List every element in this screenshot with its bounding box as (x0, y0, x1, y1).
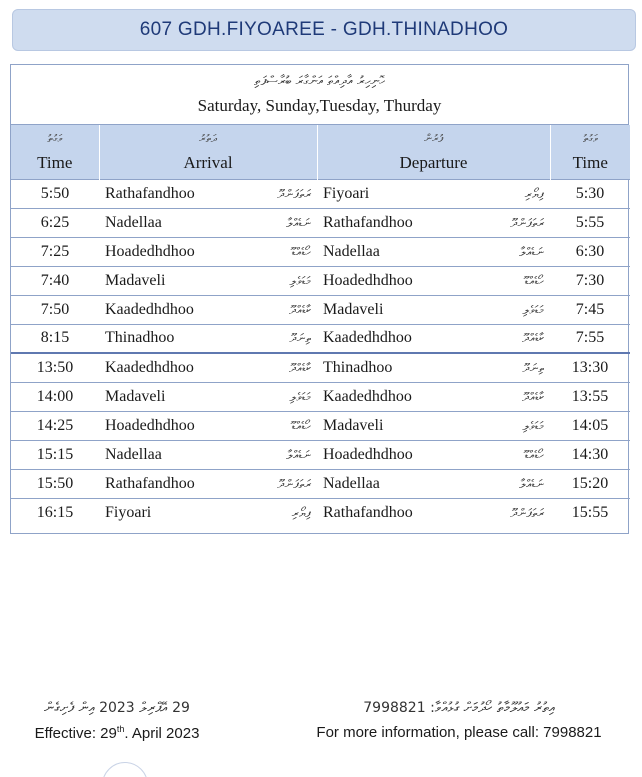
arrival-place: Hoadedhdhoo ހޯޑެއްޑޫ (105, 242, 311, 260)
operating-days (11, 65, 628, 125)
arrival-time: 15:50 (36, 474, 74, 492)
departure-time: 13:30 (571, 358, 609, 376)
decorative-circle (102, 762, 148, 777)
departure-place: Rathafandhoo ރަތަފަންދޫ (323, 213, 544, 231)
route-title: 607 GDH.FIYOAREE - GDH.THINADHOO (139, 19, 509, 40)
arrival-time: 16:15 (36, 503, 74, 521)
table-row (11, 208, 630, 237)
arrival-time: 7:40 (40, 271, 70, 289)
departure-place: Hoadedhdhoo ހޯޑެއްޑޫ (323, 271, 544, 289)
table-row (11, 353, 630, 382)
operating-days-dhivehi: ހޮނިހިރު އާދިއްތަ އަންގާރަ ބުރާސްފަތި (254, 74, 385, 89)
arrival-time: 7:25 (40, 242, 70, 260)
effective-date-dhivehi: 29 އޭޕްރިލް 2023 އިން ފެށިގެން (44, 700, 190, 716)
departure-time: 15:20 (571, 474, 609, 492)
table-row (11, 411, 630, 440)
arrival-time: 14:00 (36, 387, 74, 405)
departure-place: Madaveli މަޑަވެލި (323, 416, 544, 434)
departure-time: 6:30 (575, 242, 605, 260)
arrival-time: 6:25 (40, 213, 70, 231)
departure-time: 15:55 (571, 503, 609, 521)
departure-place: Kaadedhdhoo ކާޑެއްދޫ (323, 387, 544, 405)
arrival-place: Nadellaa ނަޑެއްލާ (105, 213, 311, 231)
arrival-time: 7:50 (40, 300, 70, 318)
arrival-place: Thinadhoo ތިނަދޫ (105, 329, 311, 347)
arrival-time: 13:50 (36, 358, 74, 376)
departure-time: 7:30 (575, 271, 605, 289)
arrival-place: Hoadedhdhoo ހޯޑެއްޑޫ (105, 416, 311, 434)
header-departure-time: ވަގުތު Time (550, 125, 630, 179)
table-row (11, 266, 630, 295)
departure-time: 5:30 (575, 184, 605, 202)
departure-place: Nadellaa ނަޑެއްލާ (323, 474, 544, 492)
effective-date-english: Effective: 29th. April 2023 (34, 724, 200, 742)
arrival-time: 15:15 (36, 445, 74, 463)
table-row (11, 382, 630, 411)
arrival-time: 14:25 (36, 416, 74, 434)
contact-info-dhivehi: އިތުރު މައުލޫމާތު ހޯދުމަށް ގުޅުއްވާ: 7998821 (363, 700, 555, 716)
header-departure: ފުރުން Departure (317, 125, 550, 179)
arrival-place: Fiyoari ފިޔޯރި (105, 503, 311, 521)
arrival-place: Madaveli މަޑަވެލި (105, 271, 311, 289)
departure-place: Hoadedhdhoo ހޯޑެއްޑޫ (323, 445, 544, 463)
departure-time: 7:45 (575, 300, 605, 318)
departure-time: 13:55 (571, 387, 609, 405)
arrival-place: Kaadedhdhoo ކާޑެއްދޫ (105, 300, 311, 318)
table-row (11, 237, 630, 266)
schedule-panel (10, 64, 629, 534)
route-title-bar (12, 9, 636, 51)
contact-info (304, 700, 614, 741)
effective-date (22, 700, 212, 742)
timetable-header (11, 125, 630, 179)
table-row (11, 324, 630, 353)
table-row (11, 498, 630, 527)
departure-place: Kaadedhdhoo ކާޑެއްދޫ (323, 329, 544, 347)
table-row (11, 440, 630, 469)
arrival-time: 8:15 (40, 329, 70, 347)
timetable (11, 125, 630, 527)
timetable-body (11, 179, 630, 527)
table-row (11, 179, 630, 208)
departure-time: 14:30 (571, 445, 609, 463)
arrival-place: Kaadedhdhoo ކާޑެއްދޫ (105, 358, 311, 376)
departure-place: Rathafandhoo ރަތަފަންދޫ (323, 503, 544, 521)
contact-info-english: For more information, please call: 7998821 (316, 724, 602, 741)
arrival-time: 5:50 (40, 184, 70, 202)
departure-place: Madaveli މަޑަވެލި (323, 300, 544, 318)
departure-time: 14:05 (571, 416, 609, 434)
operating-days-english: Saturday, Sunday,Tuesday, Thurday (197, 96, 442, 115)
arrival-place: Madaveli މަޑަވެލި (105, 387, 311, 405)
header-arrival-time: ވަގުތު Time (37, 131, 73, 172)
departure-place: Nadellaa ނަޑެއްލާ (323, 242, 544, 260)
departure-place: Fiyoari ފިޔޯރި (323, 184, 544, 202)
arrival-place: Nadellaa ނަޑެއްލާ (105, 445, 311, 463)
arrival-place: Rathafandhoo ރަތަފަންދޫ (105, 474, 311, 492)
departure-place: Thinadhoo ތިނަދޫ (323, 358, 544, 376)
departure-time: 7:55 (575, 329, 605, 347)
arrival-place: Rathafandhoo ރަތަފަންދޫ (105, 184, 311, 202)
footer (0, 700, 642, 760)
header-arrival: ދަތުރު Arrival (99, 125, 317, 179)
departure-time: 5:55 (575, 213, 605, 231)
table-row (11, 469, 630, 498)
table-row (11, 295, 630, 324)
